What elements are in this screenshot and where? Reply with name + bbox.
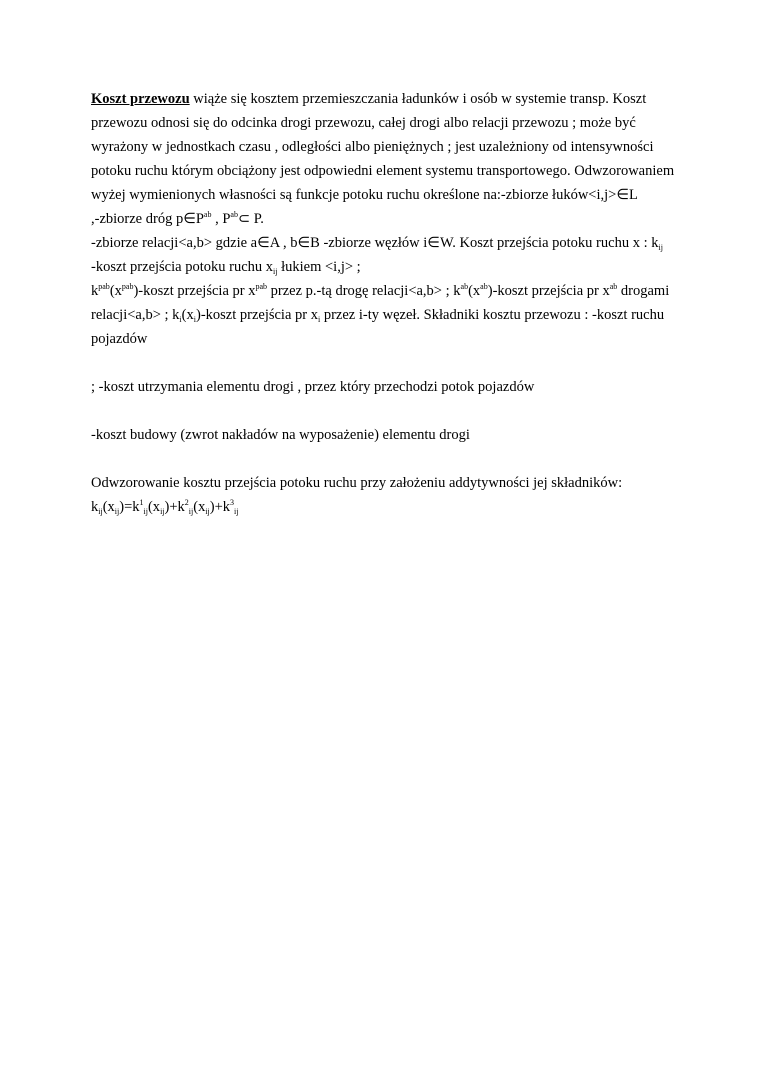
paragraph-gap bbox=[91, 351, 671, 375]
superscript: 3 bbox=[230, 498, 235, 507]
text-line bbox=[91, 231, 671, 255]
text-line: -koszt budowy (zwrot nakładów na wyposażenie) elementu drogi bbox=[91, 427, 470, 443]
text-span: k bbox=[91, 283, 99, 299]
subscript: ij bbox=[114, 507, 120, 516]
paragraph-gap bbox=[91, 399, 671, 423]
text-span: (x bbox=[181, 307, 194, 323]
superscript: pab bbox=[121, 282, 134, 291]
text-span: wiąże się kosztem przemieszczania ładunków i osób w systemie transp. Koszt bbox=[193, 91, 647, 107]
text-span: przez p.-tą drogę relacji<a,b> ; k bbox=[267, 283, 461, 299]
text-span: ⊂ P. bbox=[237, 211, 264, 227]
superscript: 1 bbox=[139, 498, 144, 507]
text-span: )-koszt przejścia pr x bbox=[487, 283, 610, 299]
superscript: ab bbox=[230, 210, 238, 219]
paragraph-additivity bbox=[91, 471, 671, 519]
text-span: -zbiorze relacji<a,b> gdzie a∈A , b∈B -zbiorze węzłów i∈W. Koszt przejścia potoku ruchu x : k bbox=[91, 235, 659, 251]
subscript: ij bbox=[658, 243, 663, 252]
text-span: )+k bbox=[164, 499, 185, 515]
text-span: (x bbox=[147, 499, 161, 515]
text-line bbox=[91, 303, 671, 327]
subscript: ij bbox=[98, 507, 103, 516]
subscript: ij bbox=[143, 507, 148, 516]
subscript: ij bbox=[160, 507, 165, 516]
text-line bbox=[91, 279, 671, 303]
paragraph-construction bbox=[91, 423, 671, 447]
paragraph-gap bbox=[91, 447, 671, 471]
text-span: , P bbox=[211, 211, 231, 227]
subscript: i bbox=[179, 315, 182, 324]
text-span: (x bbox=[102, 499, 115, 515]
superscript: 2 bbox=[184, 498, 189, 507]
subscript: ij bbox=[188, 507, 194, 516]
subscript: ij bbox=[234, 507, 239, 516]
text-span: (x bbox=[468, 283, 481, 299]
subscript: ij bbox=[205, 507, 210, 516]
subscript: ij bbox=[273, 267, 278, 276]
text-span: )-koszt przejścia pr x bbox=[133, 283, 256, 299]
text-span: drogami bbox=[617, 283, 670, 299]
text-span: )+k bbox=[209, 499, 231, 515]
text-span: )-koszt przejścia pr x bbox=[195, 307, 318, 323]
document-title: Koszt przewozu bbox=[91, 91, 190, 107]
text-span: ,-zbiorze dróg p∈P bbox=[91, 211, 204, 227]
text-line: przewozu odnosi się do odcinka drogi przewozu, całej drogi albo relacji przewozu ; może być bbox=[91, 115, 636, 131]
superscript: ab bbox=[460, 282, 469, 291]
text-span: k bbox=[91, 499, 99, 515]
text-line bbox=[91, 87, 671, 111]
text-span: (x bbox=[109, 283, 122, 299]
text-span: relacji<a,b> ; k bbox=[91, 307, 180, 323]
text-line: potoku ruchu którym obciążony jest odpowiedni element systemu transportowego. Odwzorowaniem bbox=[91, 163, 675, 179]
text-line bbox=[91, 255, 671, 279]
text-line: wyżej wymienionych własności są funkcje potoku ruchu określone na:-zbiorze łuków<i,j>∈L bbox=[91, 187, 638, 203]
text-span: przez i-ty węzeł. Składniki kosztu przewozu : -koszt ruchu bbox=[320, 307, 665, 323]
superscript: pab bbox=[255, 282, 268, 291]
document-body bbox=[91, 87, 675, 519]
text-span: -koszt przejścia potoku ruchu x bbox=[91, 259, 274, 275]
text-line: wyrażony w jednostkach czasu , odległości albo pieniężnych ; jest uzależniony od intensywności bbox=[91, 139, 654, 155]
text-line: ; -koszt utrzymania elementu drogi , przez który przechodzi potok pojazdów bbox=[91, 379, 535, 395]
text-line bbox=[91, 207, 671, 231]
text-span: łukiem <i,j> ; bbox=[277, 259, 361, 275]
superscript: ab bbox=[203, 210, 212, 219]
text-span: (x bbox=[193, 499, 206, 515]
cost-formula bbox=[91, 495, 671, 519]
text-span: )=k bbox=[119, 499, 140, 515]
superscript: pab bbox=[98, 282, 110, 291]
paragraph-maintenance bbox=[91, 375, 671, 399]
text-line: pojazdów bbox=[91, 331, 148, 347]
superscript: ab bbox=[480, 282, 488, 291]
superscript: ab bbox=[609, 282, 618, 291]
paragraph-intro bbox=[91, 87, 675, 351]
text-line: Odwzorowanie kosztu przejścia potoku ruchu przy założeniu addytywności jej składników: bbox=[91, 475, 623, 491]
subscript: i bbox=[193, 315, 196, 324]
subscript: i bbox=[317, 315, 321, 324]
